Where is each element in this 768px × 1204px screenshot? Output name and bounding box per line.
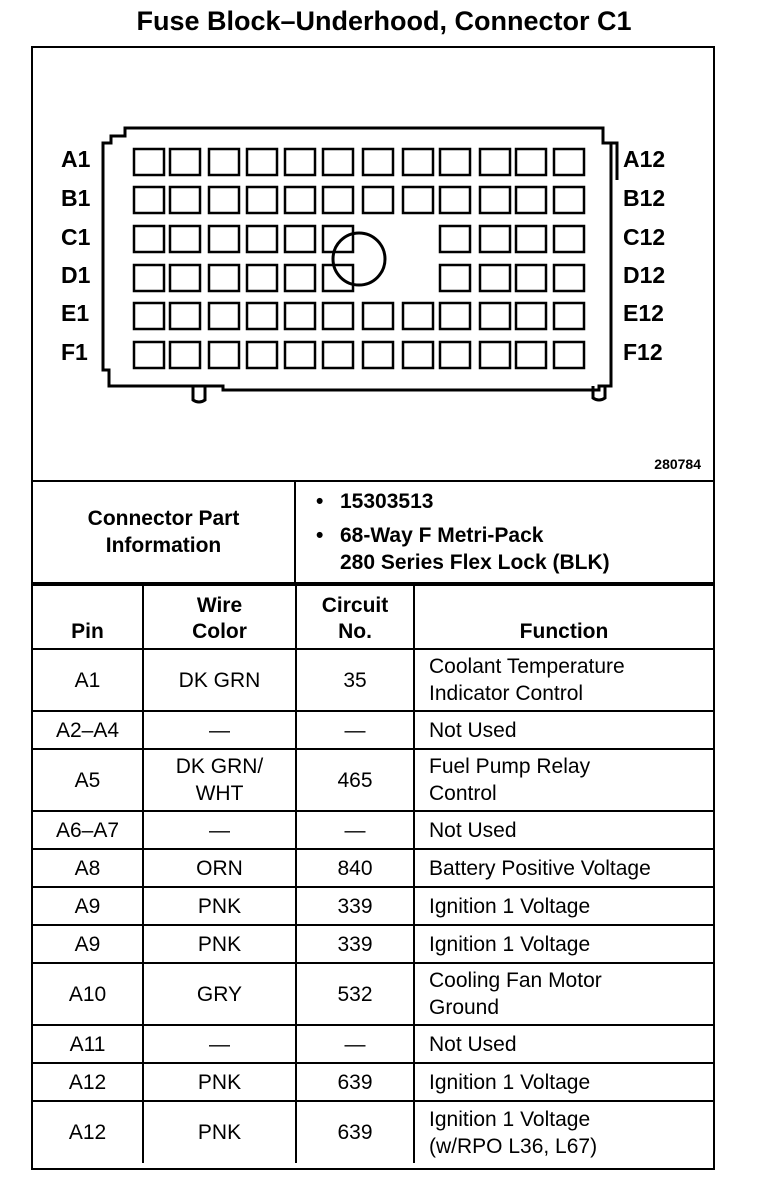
cell-circuit-no: —: [296, 811, 414, 849]
cell-circuit-no: —: [296, 1025, 414, 1063]
cell-wire-color: —: [143, 711, 296, 749]
row-label: F12: [623, 339, 663, 365]
table-row: [33, 925, 713, 963]
table-row: [33, 1063, 713, 1101]
cavity: [285, 342, 315, 368]
cavity: [403, 187, 433, 213]
connector-description-line1: 68-Way F Metri-Pack: [340, 524, 544, 547]
cell-circuit-no: 339: [296, 887, 414, 925]
cavity: [134, 187, 164, 213]
table-row: [33, 711, 713, 749]
cavity: [209, 149, 239, 175]
cell-circuit-no: 840: [296, 849, 414, 887]
cavity: [285, 303, 315, 329]
row-label: C1: [61, 224, 91, 250]
cell-wire-color: DK GRN/ WHT: [143, 749, 296, 811]
part-number: 15303513: [340, 490, 434, 513]
cavity: [247, 226, 277, 252]
connector-description-item: [316, 522, 610, 576]
cavity: [363, 149, 393, 175]
cavity: [440, 342, 470, 368]
row-label: A12: [623, 146, 666, 172]
cell-function: Battery Positive Voltage: [414, 849, 713, 887]
cavity: [440, 303, 470, 329]
cavity: [170, 303, 200, 329]
table-row: [33, 963, 713, 1025]
connector-part-information: [33, 482, 713, 584]
cavity: [554, 265, 584, 291]
cavity: [285, 187, 315, 213]
cavity: [516, 187, 546, 213]
cell-function: Ignition 1 Voltage: [414, 1063, 713, 1101]
cell-pin: A5: [33, 749, 143, 811]
cavity: [403, 149, 433, 175]
cavity: [170, 226, 200, 252]
connector-diagram: [33, 48, 713, 482]
cell-pin: A12: [33, 1101, 143, 1163]
cavity: [554, 303, 584, 329]
pin-table: [33, 584, 713, 1163]
table-row: [33, 887, 713, 925]
cavity-grid: [134, 149, 584, 368]
cell-wire-color: —: [143, 811, 296, 849]
document-frame: [31, 46, 715, 1170]
row-label: D1: [61, 262, 91, 288]
bullet-icon: •: [316, 524, 324, 547]
cell-wire-color: PNK: [143, 1101, 296, 1163]
cavity: [134, 265, 164, 291]
cavity: [516, 303, 546, 329]
connector-face-drawing: [33, 48, 713, 480]
row-label: E1: [61, 300, 90, 326]
cavity: [516, 226, 546, 252]
cavity: [285, 149, 315, 175]
table-row: [33, 649, 713, 711]
cavity: [554, 149, 584, 175]
cell-wire-color: PNK: [143, 887, 296, 925]
cavity: [554, 226, 584, 252]
cell-function: Ignition 1 Voltage (w/RPO L36, L67): [414, 1101, 713, 1163]
cell-pin: A12: [33, 1063, 143, 1101]
table-row: [33, 749, 713, 811]
cell-wire-color: GRY: [143, 963, 296, 1025]
cavity: [134, 342, 164, 368]
header-pin: Pin: [33, 585, 143, 649]
cavity: [323, 149, 353, 175]
cell-circuit-no: 35: [296, 649, 414, 711]
row-label: E12: [623, 300, 664, 326]
header-function: Function: [414, 585, 713, 649]
page-title: Fuse Block–Underhood, Connector C1: [136, 6, 632, 36]
table-row: [33, 849, 713, 887]
cavity: [323, 226, 353, 252]
cavity: [323, 265, 353, 291]
cavity: [209, 226, 239, 252]
cell-function: Not Used: [414, 1025, 713, 1063]
cell-wire-color: ORN: [143, 849, 296, 887]
row-label: B1: [61, 185, 91, 211]
cavity: [285, 265, 315, 291]
pin-table-header: [33, 585, 713, 649]
cavity: [516, 149, 546, 175]
cavity: [247, 342, 277, 368]
cell-pin: A9: [33, 925, 143, 963]
cell-pin: A9: [33, 887, 143, 925]
cell-pin: A6–A7: [33, 811, 143, 849]
connector-info-list: [296, 482, 713, 582]
cell-wire-color: DK GRN: [143, 649, 296, 711]
row-label: D12: [623, 262, 666, 288]
cell-function: Not Used: [414, 711, 713, 749]
cavity: [480, 265, 510, 291]
row-label: C12: [623, 224, 666, 250]
cell-circuit-no: 639: [296, 1101, 414, 1163]
cell-function: Fuel Pump Relay Control: [414, 749, 713, 811]
cavity: [363, 187, 393, 213]
part-number-item: [316, 488, 434, 515]
cavity: [554, 187, 584, 213]
cell-pin: A11: [33, 1025, 143, 1063]
cavity: [170, 342, 200, 368]
cavity: [209, 265, 239, 291]
cell-function: Ignition 1 Voltage: [414, 887, 713, 925]
cell-function: Coolant Temperature Indicator Control: [414, 649, 713, 711]
header-wire-color: Wire Color: [143, 585, 296, 649]
cell-wire-color: PNK: [143, 1063, 296, 1101]
figure-number: 280784: [654, 456, 701, 472]
cavity: [323, 187, 353, 213]
connector-info-label-line2: Information: [105, 534, 222, 557]
cell-circuit-no: —: [296, 711, 414, 749]
cavity: [480, 149, 510, 175]
cavity: [247, 149, 277, 175]
cavity: [209, 303, 239, 329]
row-label: A1: [61, 146, 91, 172]
cavity: [363, 342, 393, 368]
cavity: [323, 342, 353, 368]
cell-pin: A2–A4: [33, 711, 143, 749]
cavity: [480, 342, 510, 368]
center-bolt-hole: [333, 233, 385, 285]
latch-left: [193, 386, 205, 402]
cavity: [170, 149, 200, 175]
row-label: B12: [623, 185, 666, 211]
connector-info-label-line1: Connector Part: [87, 507, 240, 530]
cavity: [480, 303, 510, 329]
cell-pin: A8: [33, 849, 143, 887]
cavity: [247, 265, 277, 291]
table-row: [33, 1101, 713, 1163]
cavity: [209, 187, 239, 213]
cavity: [247, 303, 277, 329]
connector-info-label: [33, 482, 296, 582]
cavity: [403, 342, 433, 368]
cavity: [134, 226, 164, 252]
cavity: [516, 342, 546, 368]
cell-function: Ignition 1 Voltage: [414, 925, 713, 963]
cell-pin: A1: [33, 649, 143, 711]
cavity: [170, 187, 200, 213]
cell-circuit-no: 639: [296, 1063, 414, 1101]
cavity: [440, 149, 470, 175]
bullet-icon: •: [316, 490, 324, 513]
cavity: [134, 149, 164, 175]
cavity: [363, 303, 393, 329]
cell-function: Cooling Fan Motor Ground: [414, 963, 713, 1025]
cavity: [209, 342, 239, 368]
cavity: [170, 265, 200, 291]
cavity: [480, 187, 510, 213]
cavity: [285, 226, 315, 252]
cavity: [403, 303, 433, 329]
connector-outline: [103, 128, 611, 390]
cell-function: Not Used: [414, 811, 713, 849]
cavity: [480, 226, 510, 252]
header-circuit-no: Circuit No.: [296, 585, 414, 649]
cell-circuit-no: 532: [296, 963, 414, 1025]
row-label: F1: [61, 339, 88, 365]
cavity: [440, 187, 470, 213]
pin-table-body: [33, 649, 713, 1163]
cavity: [134, 303, 164, 329]
cavity: [554, 342, 584, 368]
cell-circuit-no: 339: [296, 925, 414, 963]
cavity: [516, 265, 546, 291]
cell-pin: A10: [33, 963, 143, 1025]
table-row: [33, 811, 713, 849]
table-row: [33, 1025, 713, 1063]
connector-description-line2: 280 Series Flex Lock (BLK): [340, 551, 610, 574]
cell-circuit-no: 465: [296, 749, 414, 811]
cavity: [323, 303, 353, 329]
cell-wire-color: PNK: [143, 925, 296, 963]
cavity: [440, 226, 470, 252]
cavity: [247, 187, 277, 213]
cavity: [440, 265, 470, 291]
cell-wire-color: —: [143, 1025, 296, 1063]
